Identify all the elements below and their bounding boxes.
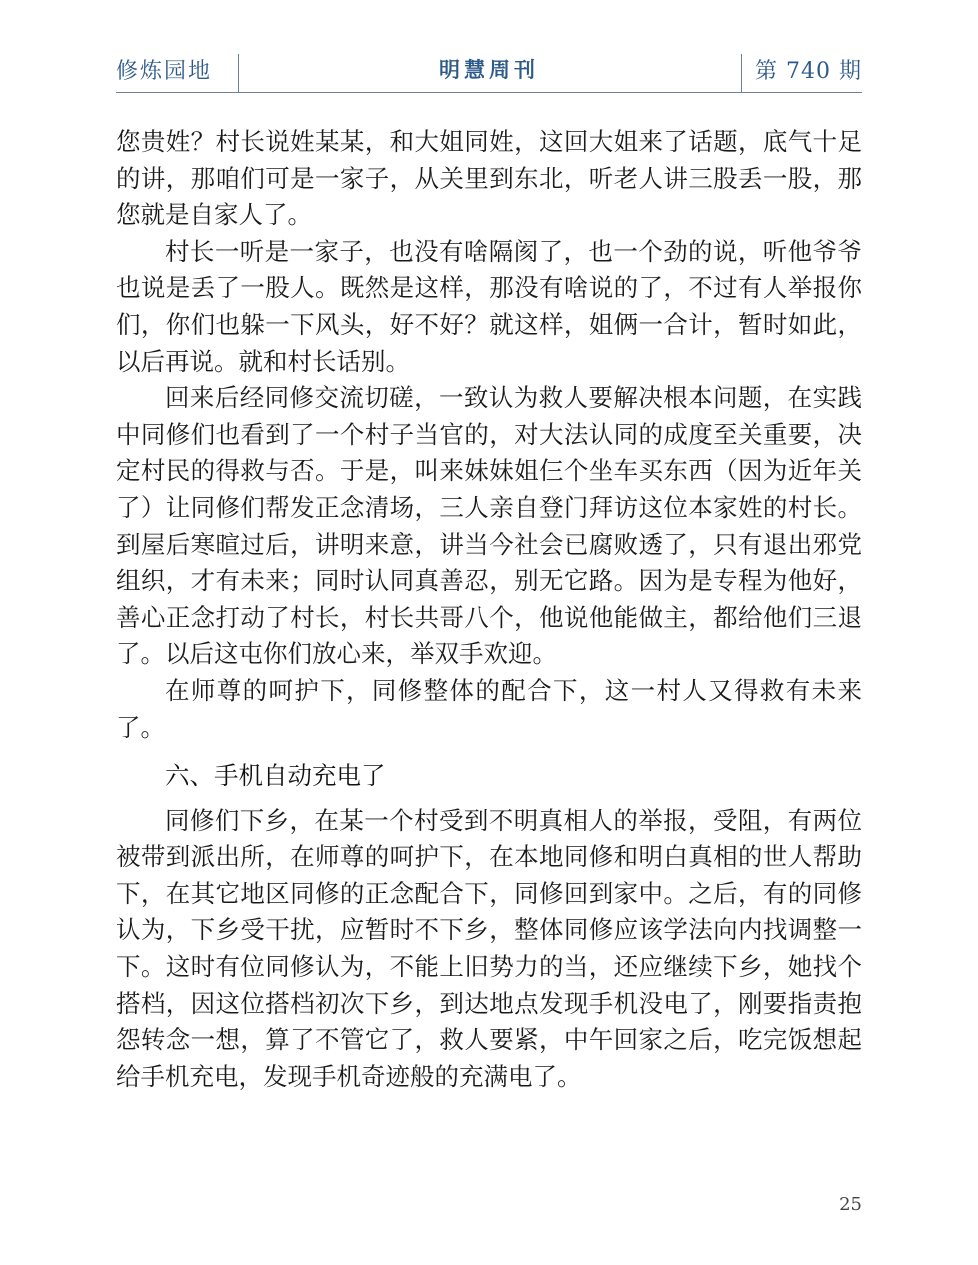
issue-number: 第 740 期 — [755, 59, 862, 84]
paragraph: 村长一听是一家子，也没有啥隔阂了，也一个劲的说，听他爷爷也说是丢了一股人。既然是这样，那没有啥说的了，不过有人举报你们，你们也躲一下风头，好不好？就这样，姐俩一合计，暂时如此，以后再说。就和村长话别。 — [116, 236, 862, 376]
header-divider-right — [741, 54, 742, 92]
section-heading: 六、手机自动充电了 — [165, 761, 386, 791]
paragraph: 在师尊的呵护下，同修整体的配合下，这一村人又得救有未来了。 — [116, 675, 862, 742]
page-number: 25 — [839, 1194, 862, 1215]
paragraph: 回来后经同修交流切磋，一致认为救人要解决根本问题，在实践中同修们也看到了一个村子当官的，对大法认同的成度至关重要，决定村民的得救与否。于是，叫来妹妹姐仨个坐车买东西（因为近年关了）让同修们帮发正念清场，三人亲自登门拜访这位本家姓的村长。到屋后寒暄过后，讲明来意，讲当今社会已腐败透了，只有退出邪党组织，才有未来；同时认同真善忍，别无它路。因为是专程为他好，善心正念打动了村长，村长共哥八个，他说他能做主，都给他们三退了。以后这屯你们放心来，举双手欢迎。 — [116, 383, 862, 669]
page-header — [116, 48, 862, 93]
section-title: 修炼园地 — [116, 59, 213, 84]
paragraph: 同修们下乡，在某一个村受到不明真相人的举报，受阻，有两位被带到派出所，在师尊的呵护下，在本地同修和明白真相的世人帮助下，在其它地区同修的正念配合下，同修回到家中。之后，有的同修认为，下乡受干扰，应暂时不下乡，整体同修应该学法向内找调整一下。这时有位同修认为，不能上旧势力的当，还应继续下乡，她找个搭档，因这位搭档初次下乡，到达地点发现手机没电了，刚要指责抱怨转念一想，算了不管它了，救人要紧，中午回家之后，吃完饭想起给手机充电，发现手机奇迹般的充满电了。 — [116, 805, 862, 1091]
publication-title: 明慧周刊 — [439, 58, 539, 82]
article-body — [116, 124, 862, 1095]
paragraph: 您贵姓？村长说姓某某，和大姐同姓，这回大姐来了话题，底气十足的讲，那咱们可是一家子，从关里到东北，听老人讲三股丢一股，那您就是自家人了。 — [116, 127, 862, 230]
